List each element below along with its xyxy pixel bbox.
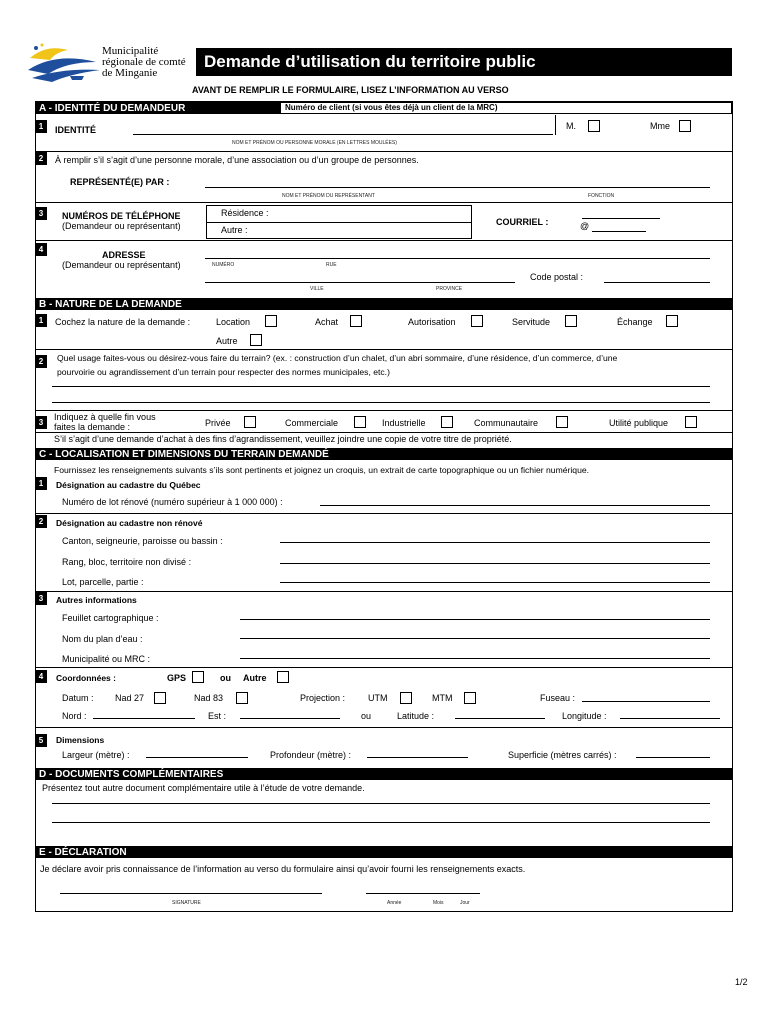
autres-informations-title: Autres informations bbox=[56, 595, 137, 605]
profondeur-field[interactable] bbox=[367, 757, 468, 758]
option-autorisation-label: Autorisation bbox=[408, 317, 456, 327]
code-postal-label: Code postal : bbox=[530, 272, 584, 282]
section-c-s2-number: 2 bbox=[35, 515, 47, 528]
fin-utilite-publique-label: Utilité publique bbox=[609, 418, 669, 428]
lot-parcelle-field[interactable] bbox=[280, 582, 710, 583]
fin-privee-checkbox[interactable] bbox=[244, 416, 256, 428]
fin-commerciale-checkbox[interactable] bbox=[354, 416, 366, 428]
largeur-label: Largeur (mètre) : bbox=[62, 750, 130, 760]
plan-eau-field[interactable] bbox=[240, 638, 710, 639]
section-b-q1-number: 1 bbox=[35, 314, 47, 327]
divider bbox=[35, 432, 732, 433]
section-b-q3-number: 3 bbox=[35, 416, 47, 429]
divider bbox=[35, 240, 732, 241]
rang-field[interactable] bbox=[280, 563, 710, 564]
fin-question-line1: Indiquez à quelle fin vous bbox=[54, 412, 156, 422]
section-e-title: E - DÉCLARATION bbox=[39, 847, 127, 858]
represente-label: REPRÉSENTÉ(E) PAR : bbox=[70, 177, 170, 187]
identite-label: IDENTITÉ bbox=[55, 125, 97, 135]
signature-hint: SIGNATURE bbox=[172, 900, 201, 906]
cadastre-non-renove-title: Désignation au cadastre non rénové bbox=[56, 518, 203, 528]
section-b-title: B - NATURE DE LA DEMANDE bbox=[39, 299, 182, 310]
divider bbox=[35, 727, 732, 728]
coord-ou2-label: ou bbox=[361, 711, 372, 721]
courriel-field[interactable] bbox=[592, 231, 646, 232]
agrandissement-note: S’il s’agit d’une demande d’achat à des fins d’agrandissement, veuillez joindre une copie de votre titre de propriété. bbox=[54, 434, 512, 444]
section-a-q2-number: 2 bbox=[35, 152, 47, 165]
feuillet-field[interactable] bbox=[240, 619, 710, 620]
divider bbox=[35, 202, 732, 203]
projection-label: Projection : bbox=[300, 693, 346, 703]
latitude-field[interactable] bbox=[455, 718, 545, 719]
org-name-line1: Municipalité bbox=[102, 45, 159, 57]
documents-line1[interactable] bbox=[52, 803, 710, 804]
coord-ou-label: ou bbox=[220, 673, 231, 683]
option-location-checkbox[interactable] bbox=[265, 315, 277, 327]
residence-phone-field[interactable] bbox=[280, 206, 470, 221]
q2-instruction: À remplir s’il s’agit d’une personne morale, d’une association ou d’un groupe de personnes. bbox=[55, 155, 419, 165]
section-b-q2-number: 2 bbox=[35, 355, 47, 368]
fin-privee-label: Privée bbox=[205, 418, 231, 428]
usage-question-line2: pourvoirie ou agrandissement d’un terrain pour respecter des normes municipales, etc.) bbox=[57, 367, 390, 377]
option-autre-checkbox[interactable] bbox=[250, 334, 262, 346]
fonction-hint: FONCTION bbox=[588, 193, 615, 199]
nad27-checkbox[interactable] bbox=[154, 692, 166, 704]
datum-label: Datum : bbox=[62, 693, 94, 703]
dimensions-title: Dimensions bbox=[56, 735, 105, 745]
divider bbox=[35, 349, 732, 350]
org-name-line3: de Minganie bbox=[102, 67, 158, 79]
option-echange-checkbox[interactable] bbox=[666, 315, 678, 327]
city-province-field[interactable] bbox=[205, 282, 515, 283]
option-echange-label: Échange bbox=[617, 317, 653, 327]
utm-checkbox[interactable] bbox=[400, 692, 412, 704]
divider bbox=[35, 513, 732, 514]
usage-question-line1: Quel usage faites-vous ou désirez-vous faire du terrain? (ex. : construction d’un chalet, d’un abri sommaire, d’une résidence, d’un commerce, d’une bbox=[57, 353, 618, 363]
signature-field[interactable] bbox=[60, 893, 322, 894]
superficie-label: Superficie (mètres carrés) : bbox=[508, 750, 617, 760]
fin-utilite-publique-checkbox[interactable] bbox=[685, 416, 697, 428]
nature-label: Cochez la nature de la demande : bbox=[55, 317, 191, 327]
canton-label: Canton, seigneurie, paroisse ou bassin : bbox=[62, 536, 223, 546]
longitude-label: Longitude : bbox=[562, 711, 607, 721]
representative-hint: NOM ET PRÉNOM DU REPRÉSENTANT bbox=[282, 193, 375, 199]
profondeur-label: Profondeur (mètre) : bbox=[270, 750, 352, 760]
autre-phone-label: Autre : bbox=[221, 225, 248, 235]
ville-hint: VILLE bbox=[310, 286, 324, 292]
coordonnees-label: Coordonnées : bbox=[56, 673, 116, 683]
fin-communautaire-label: Communautaire bbox=[474, 418, 539, 428]
usage-answer-line1[interactable] bbox=[52, 386, 710, 387]
title-mme-label: Mme bbox=[650, 121, 670, 131]
telephone-label: NUMÉROS DE TÉLÉPHONE bbox=[62, 211, 181, 221]
client-number-field[interactable] bbox=[555, 115, 733, 135]
lot-renove-field[interactable] bbox=[320, 505, 710, 506]
address-street-field[interactable] bbox=[205, 258, 710, 259]
nad83-label: Nad 83 bbox=[194, 693, 224, 703]
page-number: 1/2 bbox=[735, 977, 748, 987]
courriel-at: @ bbox=[580, 221, 590, 231]
nord-field[interactable] bbox=[93, 718, 195, 719]
fin-question-line2: faites la demande : bbox=[54, 422, 131, 432]
coord-autre-checkbox[interactable] bbox=[277, 671, 289, 683]
page-title: Demande d’utilisation du territoire public bbox=[204, 52, 536, 71]
mrc-logo bbox=[26, 40, 106, 86]
rang-label: Rang, bloc, territoire non divisé : bbox=[62, 557, 192, 567]
feuillet-label: Feuillet cartographique : bbox=[62, 613, 159, 623]
declaration-text: Je déclare avoir pris connaissance de l’information au verso du formulaire ainsi qu’avoir fourni les renseignements exacts. bbox=[40, 864, 526, 874]
plan-eau-label: Nom du plan d’eau : bbox=[62, 634, 143, 644]
courriel-label: COURRIEL : bbox=[496, 217, 549, 227]
telephone-sub-label: (Demandeur ou représentant) bbox=[62, 221, 181, 231]
section-a-q1-number: 1 bbox=[35, 120, 47, 133]
jour-hint: Jour bbox=[460, 900, 470, 906]
section-a-q4-number: 4 bbox=[35, 243, 47, 256]
fuseau-label: Fuseau : bbox=[540, 693, 576, 703]
section-c-title: C - LOCALISATION ET DIMENSIONS DU TERRAIN DEMANDÉ bbox=[39, 449, 329, 460]
documents-line2[interactable] bbox=[52, 822, 710, 823]
mtm-label: MTM bbox=[432, 693, 453, 703]
section-d-header bbox=[35, 768, 732, 780]
option-achat-checkbox[interactable] bbox=[350, 315, 362, 327]
mois-hint: Mois bbox=[433, 900, 444, 906]
annee-hint: Année bbox=[387, 900, 402, 906]
province-hint: PROVINCE bbox=[436, 286, 463, 292]
title-mr-label: M. bbox=[566, 121, 576, 131]
fin-industrielle-checkbox[interactable] bbox=[441, 416, 453, 428]
nad83-checkbox[interactable] bbox=[236, 692, 248, 704]
municipalite-label: Municipalité ou MRC : bbox=[62, 654, 151, 664]
lot-parcelle-label: Lot, parcelle, partie : bbox=[62, 577, 144, 587]
usage-answer-line2[interactable] bbox=[52, 402, 710, 403]
adresse-label: ADRESSE bbox=[102, 250, 146, 260]
nad27-label: Nad 27 bbox=[115, 693, 145, 703]
fin-commerciale-label: Commerciale bbox=[285, 418, 339, 428]
identite-name-field[interactable] bbox=[133, 134, 553, 135]
adresse-sub-label: (Demandeur ou représentant) bbox=[62, 260, 181, 270]
section-c-s3-number: 3 bbox=[35, 592, 47, 605]
option-servitude-label: Servitude bbox=[512, 317, 551, 327]
divider bbox=[35, 591, 732, 592]
representative-name-field[interactable] bbox=[205, 187, 710, 188]
gps-label: GPS bbox=[167, 673, 187, 683]
section-a-title: A - IDENTITÉ DU DEMANDEUR bbox=[39, 103, 186, 114]
fuseau-field[interactable] bbox=[582, 701, 710, 702]
section-c-header bbox=[35, 448, 732, 460]
section-a-q3-number: 3 bbox=[35, 207, 47, 220]
code-postal-field[interactable] bbox=[604, 282, 710, 283]
org-name-line2: régionale de comté bbox=[102, 56, 186, 68]
title-mr-checkbox[interactable] bbox=[588, 120, 600, 132]
cadastre-quebec-title: Désignation au cadastre du Québec bbox=[56, 480, 201, 490]
documents-instruction: Présentez tout autre document complémentaire utile à l’étude de votre demande. bbox=[42, 783, 365, 793]
est-label: Est : bbox=[208, 711, 227, 721]
municipalite-field[interactable] bbox=[240, 658, 710, 659]
largeur-field[interactable] bbox=[146, 757, 248, 758]
est-field[interactable] bbox=[240, 718, 340, 719]
section-c-s1-number: 1 bbox=[35, 477, 47, 490]
section-c-intro: Fournissez les renseignements suivants s’ils sont pertinents et joignez un croquis, un extrait de carte topographique ou un fichier numérique. bbox=[54, 465, 590, 475]
nord-label: Nord : bbox=[62, 711, 87, 721]
divider bbox=[35, 151, 732, 152]
date-field[interactable] bbox=[366, 893, 480, 894]
rue-hint: RUE bbox=[326, 262, 337, 268]
section-c-s5-number: 5 bbox=[35, 734, 47, 747]
option-achat-label: Achat bbox=[315, 317, 339, 327]
lot-renove-label: Numéro de lot rénové (numéro supérieur à 1 000 000) : bbox=[62, 497, 283, 507]
section-e-header bbox=[35, 846, 732, 858]
autre-phone-field[interactable] bbox=[260, 223, 470, 238]
canton-field[interactable] bbox=[280, 542, 710, 543]
divider bbox=[35, 667, 732, 668]
residence-label: Résidence : bbox=[221, 208, 269, 218]
fin-communautaire-checkbox[interactable] bbox=[556, 416, 568, 428]
section-b-header bbox=[35, 298, 732, 310]
latitude-label: Latitude : bbox=[397, 711, 435, 721]
section-c-s4-number: 4 bbox=[35, 670, 47, 683]
name-hint: NOM ET PRÉNOM OU PERSONNE MORALE (EN LETTRES MOULÉES) bbox=[232, 140, 397, 146]
coord-autre-label: Autre bbox=[243, 673, 267, 683]
client-number-label: Numéro de client (si vous êtes déjà un client de la MRC) bbox=[285, 103, 498, 112]
longitude-field[interactable] bbox=[620, 718, 720, 719]
mtm-checkbox[interactable] bbox=[464, 692, 476, 704]
courriel-field-top[interactable] bbox=[582, 218, 660, 219]
page-subtitle: AVANT DE REMPLIR LE FORMULAIRE, LISEZ L’INFORMATION AU VERSO bbox=[192, 85, 509, 95]
option-autorisation-checkbox[interactable] bbox=[471, 315, 483, 327]
gps-checkbox[interactable] bbox=[192, 671, 204, 683]
section-d-title: D - DOCUMENTS COMPLÉMENTAIRES bbox=[39, 769, 224, 780]
utm-label: UTM bbox=[368, 693, 388, 703]
option-servitude-checkbox[interactable] bbox=[565, 315, 577, 327]
option-location-label: Location bbox=[216, 317, 251, 327]
title-mme-checkbox[interactable] bbox=[679, 120, 691, 132]
superficie-field[interactable] bbox=[636, 757, 710, 758]
fin-industrielle-label: Industrielle bbox=[382, 418, 426, 428]
option-autre-label: Autre bbox=[216, 336, 238, 346]
divider bbox=[35, 410, 732, 411]
numero-hint: NUMÉRO bbox=[212, 262, 235, 268]
